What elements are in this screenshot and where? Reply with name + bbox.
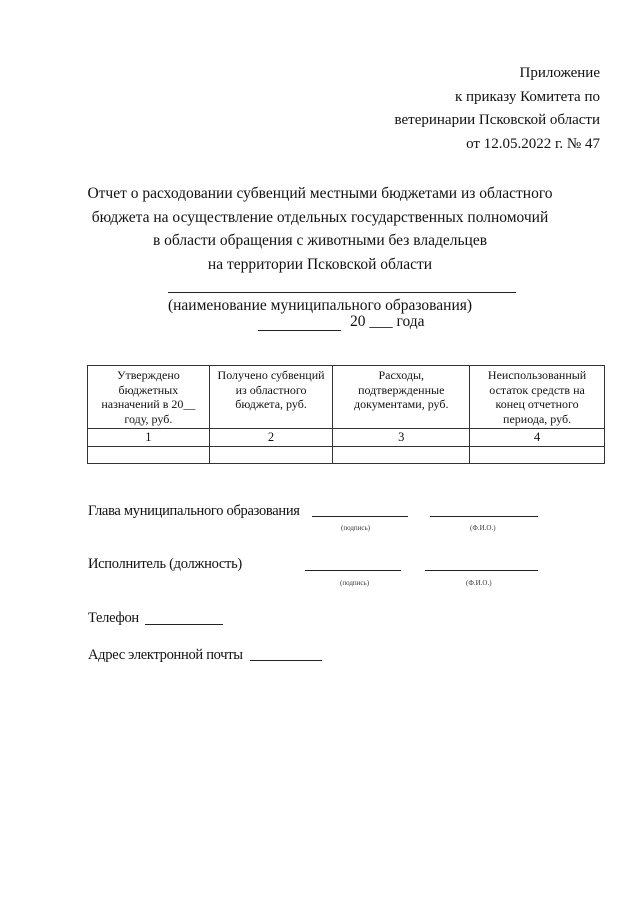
number-cell-4: 4 <box>470 429 605 447</box>
appendix-line-3: ветеринарии Псковской области <box>394 112 600 128</box>
email-blank-line[interactable] <box>250 660 322 661</box>
header-cell-approved: Утверждено бюджетных назначений в 20__ году, руб. <box>88 366 210 429</box>
report-title <box>60 182 580 276</box>
data-cell[interactable] <box>88 446 210 463</box>
number-cell-3: 3 <box>333 429 470 447</box>
head-fio-line[interactable] <box>430 516 538 517</box>
title-line-4: на территории Псковской области <box>207 255 433 273</box>
municipality-blank-line <box>168 292 516 293</box>
table-header-row <box>88 366 605 429</box>
appendix-block <box>395 62 601 156</box>
number-cell-1: 1 <box>88 429 210 447</box>
appendix-line-1: Приложение <box>519 65 600 81</box>
table-number-row <box>88 429 605 447</box>
executor-signature-line[interactable] <box>305 570 401 571</box>
executor-label: Исполнитель (должность) <box>88 556 242 572</box>
head-sign-caption: (подпись) <box>341 524 371 532</box>
header-cell-received: Получено субвенций из областного бюджета, руб. <box>209 366 333 429</box>
table-row <box>88 446 605 463</box>
executor-sign-caption: (подпись) <box>340 579 370 587</box>
executor-fio-caption: (Ф.И.О.) <box>466 579 492 587</box>
title-line-3: в области обращения с животными без владельцев <box>152 232 488 249</box>
phone-label: Телефон <box>88 610 139 626</box>
head-signature-line[interactable] <box>312 516 408 517</box>
appendix-line-4: от 12.05.2022 г. № 47 <box>466 135 600 152</box>
report-table <box>87 365 605 464</box>
date-blank-line <box>258 330 341 331</box>
appendix-line-2: к приказу Комитета по <box>454 88 600 105</box>
data-cell[interactable] <box>209 446 333 463</box>
municipality-caption: (наименование муниципального образования) <box>167 297 473 314</box>
header-cell-expenses: Расходы, подтвержденные документами, руб. <box>333 366 470 429</box>
title-line-2: бюджета на осуществление отдельных государственных полномочий <box>91 208 549 226</box>
data-cell[interactable] <box>333 446 470 463</box>
number-cell-2: 2 <box>209 429 333 447</box>
title-line-1: Отчет о расходовании субвенций местными бюджетами из областного <box>87 185 553 202</box>
phone-blank-line[interactable] <box>145 624 223 625</box>
head-label: Глава муниципального образования <box>88 503 300 519</box>
head-fio-caption: (Ф.И.О.) <box>470 524 496 532</box>
header-cell-remainder: Неиспользованный остаток средств на конец отчетного периода, руб. <box>470 366 605 429</box>
executor-fio-line[interactable] <box>425 570 538 571</box>
year-text: 20 ___ года <box>350 313 425 330</box>
email-label: Адрес электронной почты <box>88 647 243 663</box>
data-cell[interactable] <box>470 446 605 463</box>
